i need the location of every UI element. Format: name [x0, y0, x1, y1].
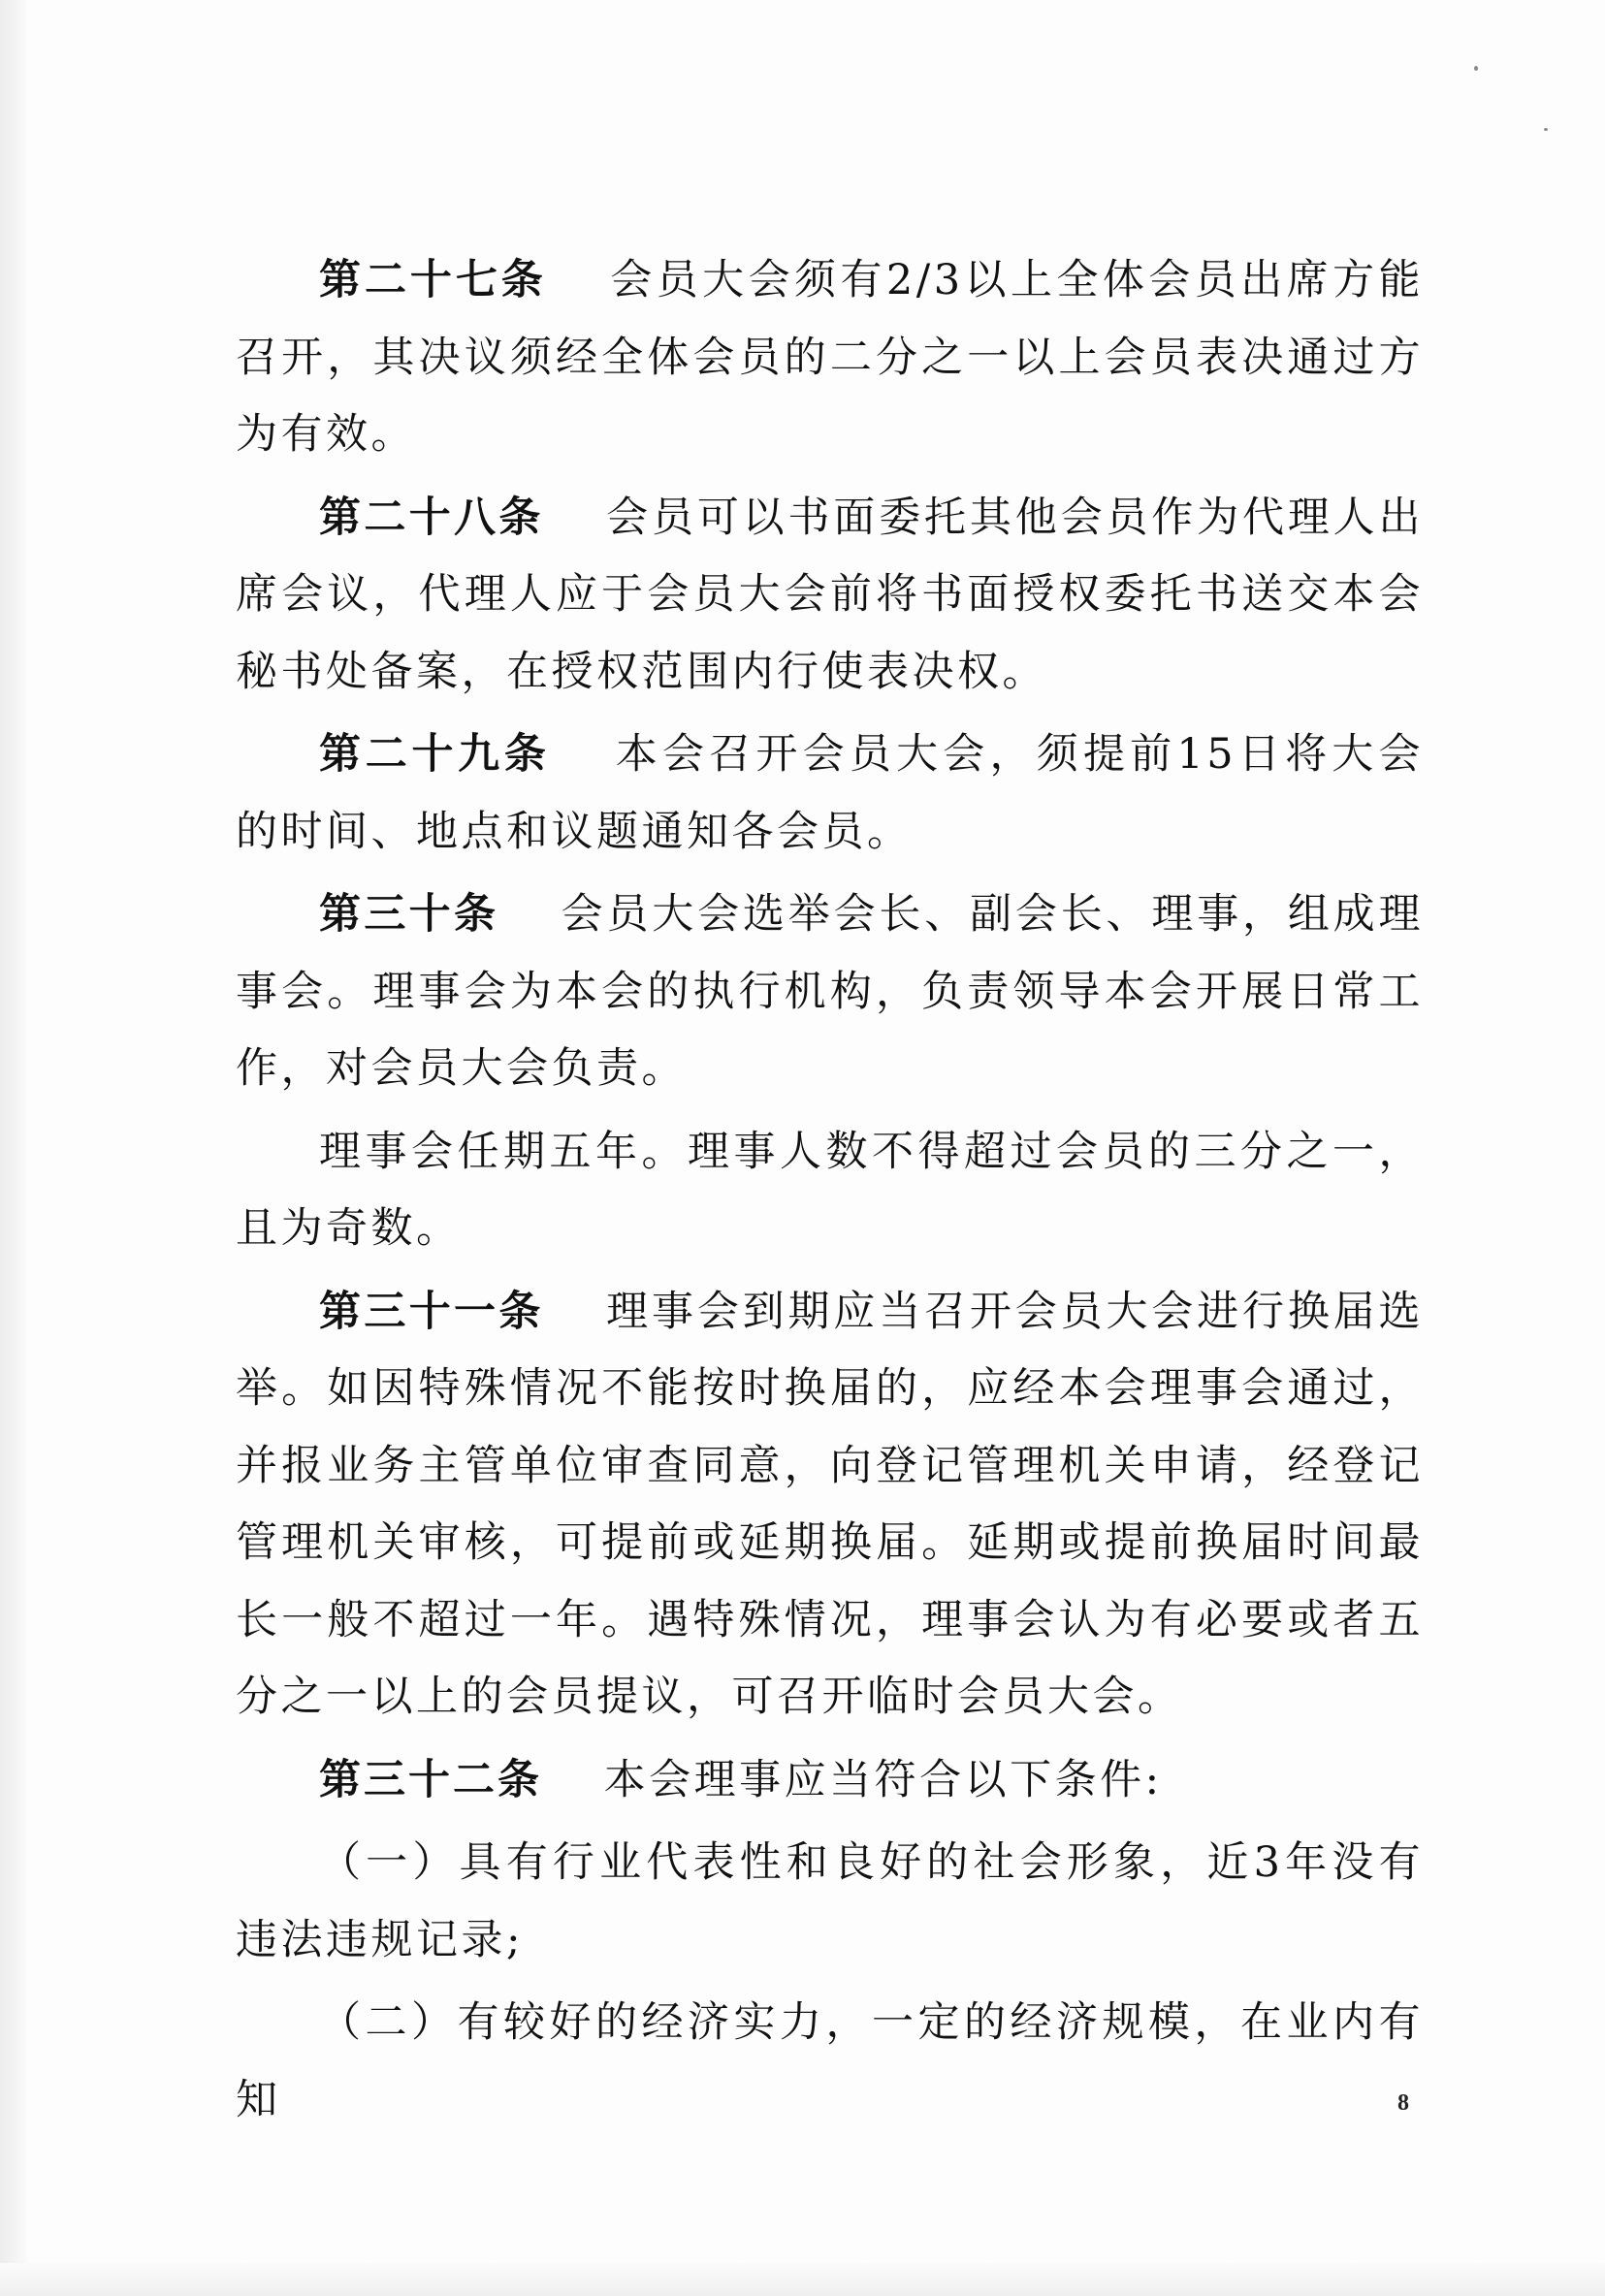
article-32 [236, 1742, 1424, 1820]
article-31 [236, 1274, 1424, 1737]
article-text: 会员大会选举会长、副会长、理事，组成理事会。理事会为本会的执行机构，负责领导本会开展日常工作，对会员大会负责。 [236, 890, 1425, 1093]
article-text: 本会理事应当符合以下条件: [603, 1755, 1163, 1804]
scan-shadow-bottom [0, 2263, 1605, 2296]
article-heading: 第三十条 [319, 890, 499, 939]
article-text: 理事会到期应当召开会员大会进行换届选举。如因特殊情况不能按时换届的，应经本会理事会通过，并报业务主管单位审查同意，向登记管理机关申请，经登记管理机关审核，可提前或延期换届。延期或提前换届时间最长一般不超过一年。遇特殊情况，理事会认为有必要或者五分之一以上的会员提议，可召开临时会员大会。 [236, 1287, 1425, 1721]
list-item-text: （一）具有行业代表性和良好的社会形象，近3年没有违法违规记录; [236, 1838, 1424, 1964]
article-heading: 第二十八条 [319, 493, 544, 542]
scan-speck [1474, 66, 1478, 71]
article-text: 会员大会须有2/3以上全体会员出席方能召开，其决议须经全体会员的二分之一以上会员表决通过方为有效。 [236, 256, 1425, 459]
document-body [236, 242, 1424, 2145]
page-number: 8 [1397, 2090, 1409, 2116]
scan-speck [1544, 128, 1548, 131]
article-heading: 第二十七条 [319, 256, 547, 304]
article-30-term [236, 1114, 1424, 1268]
article-29 [236, 717, 1424, 871]
condition-2 [236, 1985, 1424, 2139]
article-heading: 第二十九条 [319, 730, 551, 779]
article-text: 会员可以书面委托其他会员作为代理人出席会议，代理人应于会员大会前将书面授权委托书送交本会秘书处备案，在授权范围内行使表决权。 [236, 493, 1425, 696]
list-item-text: （二）有较好的经济实力，一定的经济规模，在业内有知 [236, 1998, 1424, 2124]
paragraph-text: 理事会任期五年。理事人数不得超过会员的三分之一，且为奇数。 [236, 1127, 1424, 1253]
article-27 [236, 242, 1424, 474]
article-heading: 第三十一条 [319, 1287, 544, 1336]
article-28 [236, 480, 1424, 712]
condition-1 [236, 1825, 1424, 1979]
article-text: 本会召开会员大会，须提前15日将大会的时间、地点和议题通知各会员。 [236, 730, 1425, 856]
scan-shadow-left [0, 0, 27, 2296]
article-heading: 第三十二条 [319, 1755, 542, 1804]
article-30 [236, 877, 1424, 1108]
